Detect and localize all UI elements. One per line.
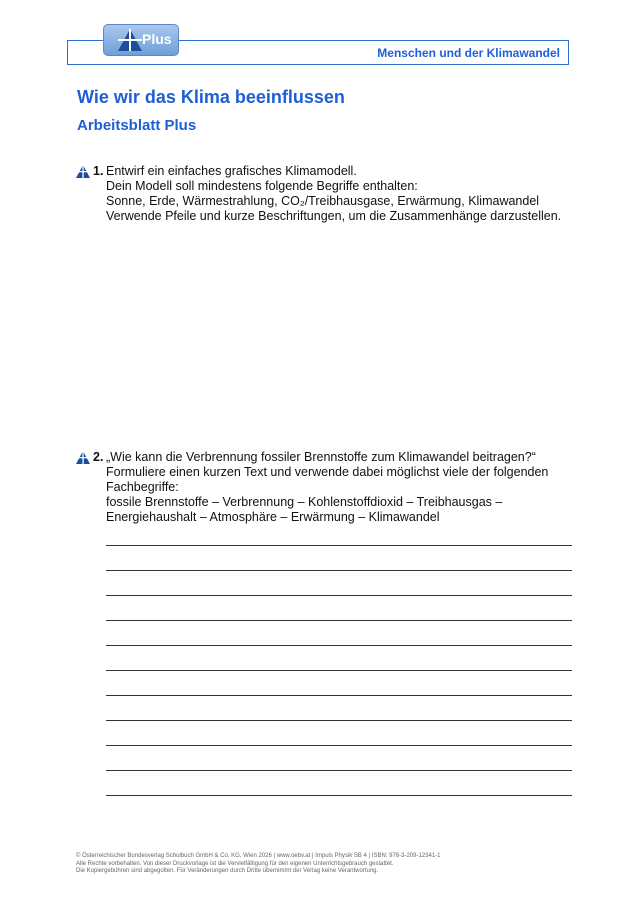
plus-level-icon: [118, 29, 142, 51]
task-line: Fachbegriffe:: [106, 480, 179, 494]
badge-label: Plus: [142, 31, 172, 47]
page-title: Wie wir das Klima beeinflussen: [77, 87, 345, 107]
task-line: Entwirf ein einfaches grafisches Klimamodell.: [106, 164, 357, 178]
plus-badge: [103, 24, 179, 56]
task-line: Verwende Pfeile und kurze Beschriftungen, um die Zusammenhänge darzustellen.: [106, 209, 562, 223]
section-title: Menschen und der Klimawandel: [377, 46, 560, 60]
footer-line: Alle Rechte vorbehalten. Von dieser Druckvorlage ist die Vervielfältigung für den eigenen Unterrichtsgebrauch gestattet.: [76, 860, 394, 867]
task-line: Energiehaushalt – Atmosphäre – Erwärmung – Klimawandel: [106, 510, 440, 524]
task-text: [106, 450, 576, 525]
footer-line: Die Kopiergebühren sind abgegolten. Für Veränderungen durch Dritte übernimmt der Verlag keine Verantwortung.: [76, 868, 379, 874]
page-subtitle: Arbeitsblatt Plus: [77, 117, 197, 134]
answer-line[interactable]: [106, 770, 572, 771]
task-line: Dein Modell soll mindestens folgende Begriffe enthalten:: [106, 179, 418, 193]
task-line: „Wie kann die Verbrennung fossiler Brennstoffe zum Klimawandel beitragen?“: [106, 450, 536, 464]
footer-line: © Österreichischer Bundesverlag Schulbuch GmbH & Co. KG, Wien 2026 | www.oebv.at | Impuls Physik SB 4 | ISBN: 978-3-209-12341-1: [76, 853, 441, 859]
task-number: 1.: [93, 164, 104, 178]
task-line: fossile Brennstoffe – Verbrennung – Kohlenstoffdioxid – Treibhausgas –: [106, 495, 503, 509]
answer-line[interactable]: [106, 645, 572, 646]
answer-line[interactable]: [106, 795, 572, 796]
footer-copyright: [76, 853, 441, 876]
answer-line[interactable]: [106, 745, 572, 746]
answer-line[interactable]: [106, 695, 572, 696]
task-number: 2.: [93, 450, 104, 464]
answer-line[interactable]: [106, 570, 572, 571]
answer-line[interactable]: [106, 620, 572, 621]
answer-line[interactable]: [106, 595, 572, 596]
answer-line[interactable]: [106, 720, 572, 721]
plus-level-icon: [76, 451, 90, 464]
task-line: Sonne, Erde, Wärmestrahlung, CO₂/Treibhausgase, Erwärmung, Klimawandel: [106, 194, 540, 208]
answer-line[interactable]: [106, 545, 572, 546]
plus-level-icon: [76, 165, 90, 178]
answer-line[interactable]: [106, 670, 572, 671]
task-line: Formuliere einen kurzen Text und verwende dabei möglichst viele der folgenden: [106, 465, 549, 479]
task-text: [106, 164, 576, 224]
